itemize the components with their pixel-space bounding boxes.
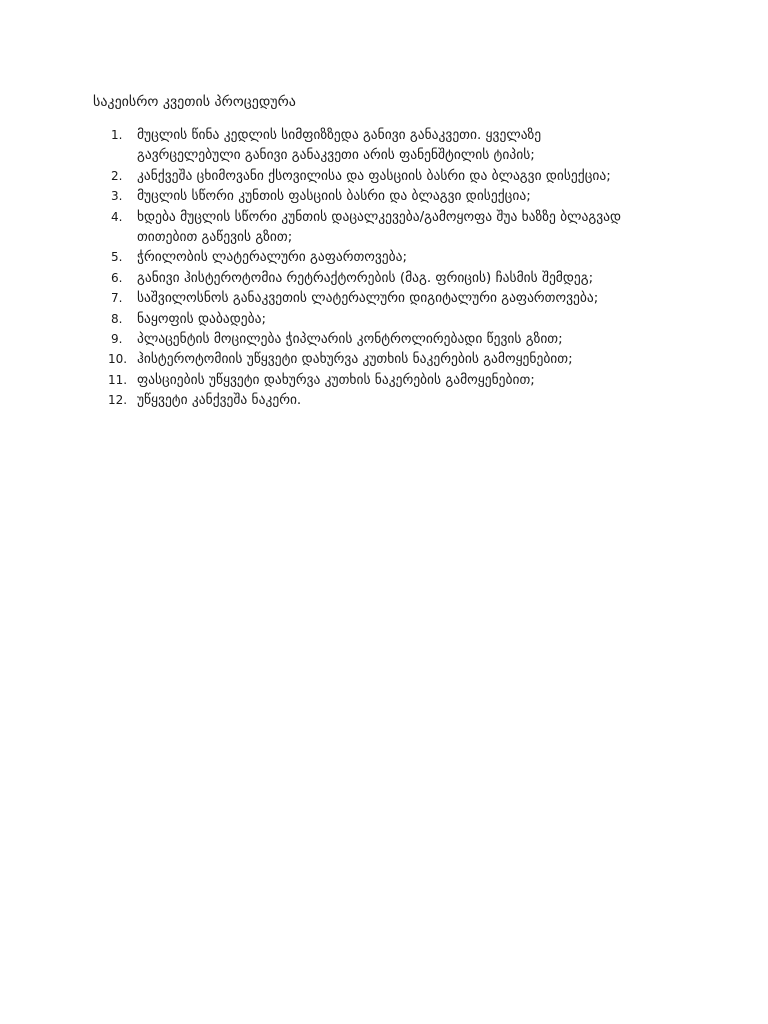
step-number: 8. — [111, 311, 123, 326]
list-item — [93, 390, 693, 410]
step-text: კანქვეშა ცხიმოვანი ქსოვილისა და ფასციის ბასრი და ბლაგვი დისექცია; — [137, 167, 611, 184]
list-item — [93, 370, 693, 390]
step-number: 6. — [111, 270, 123, 285]
step-text: უწყვეტი კანქვეშა ნაკერი. — [137, 392, 302, 409]
step-number: 7. — [111, 291, 123, 306]
step-text: ხდება მუცლის სწორი კუნთის დაცალკევება/გამოყოფა შუა ხაზზე ბლაგვად თითებით გაწევის გზით; — [137, 208, 622, 246]
step-number: 11. — [108, 372, 128, 387]
step-text: ფასციების უწყვეტი დახურვა კუთხის ნაკერების გამოყენებით; — [137, 371, 535, 388]
step-number: 4. — [111, 209, 123, 224]
list-item — [93, 186, 693, 206]
step-text: საშვილოსნოს განაკვეთის ლატერალური დიგიტალური გაფართოვება; — [137, 290, 599, 307]
list-item — [93, 207, 693, 248]
step-text: ნაყოფის დაბადება; — [137, 310, 267, 327]
step-number: 2. — [111, 168, 123, 183]
step-number: 3. — [111, 189, 123, 204]
step-number: 5. — [111, 250, 123, 265]
list-item — [93, 309, 693, 329]
list-item — [93, 268, 693, 288]
step-number: 12. — [108, 393, 128, 408]
list-item — [93, 166, 693, 186]
list-item — [93, 329, 693, 349]
step-text: ჰისტეროტომიის უწყვეტი დახურვა კუთხის ნაკერების გამოყენებით; — [137, 351, 573, 368]
list-item — [93, 247, 693, 267]
step-text: პლაცენტის მოცილება ჭიპლარის კონტროლირებადი წევის გზით; — [137, 331, 563, 348]
step-text: მუცლის წინა კედლის სიმფიზზედა განივი განაკვეთი. ყველაზე გავრცელებული განივი განაკვეთი არის ფანენშტილის ტიპის; — [137, 127, 542, 164]
step-number: 9. — [111, 332, 123, 347]
step-text: ჭრილობის ლატერალური გაფართოვება; — [137, 249, 408, 266]
step-text: განივი ჰისტეროტომია რეტრაქტორების (მაგ. ფრიცის) ჩასმის შემდეგ; — [137, 269, 594, 286]
list-item — [93, 288, 693, 308]
step-text: მუცლის სწორი კუნთის ფასციის ბასრი და ბლაგვი დისექცია; — [137, 188, 531, 205]
list-item — [93, 125, 693, 166]
list-item — [93, 349, 693, 369]
document-title: საკეისრო კვეთის პროცედურა — [93, 94, 296, 110]
step-number: 1. — [111, 128, 123, 142]
step-number: 10. — [108, 352, 128, 367]
procedure-steps-list — [93, 125, 693, 411]
